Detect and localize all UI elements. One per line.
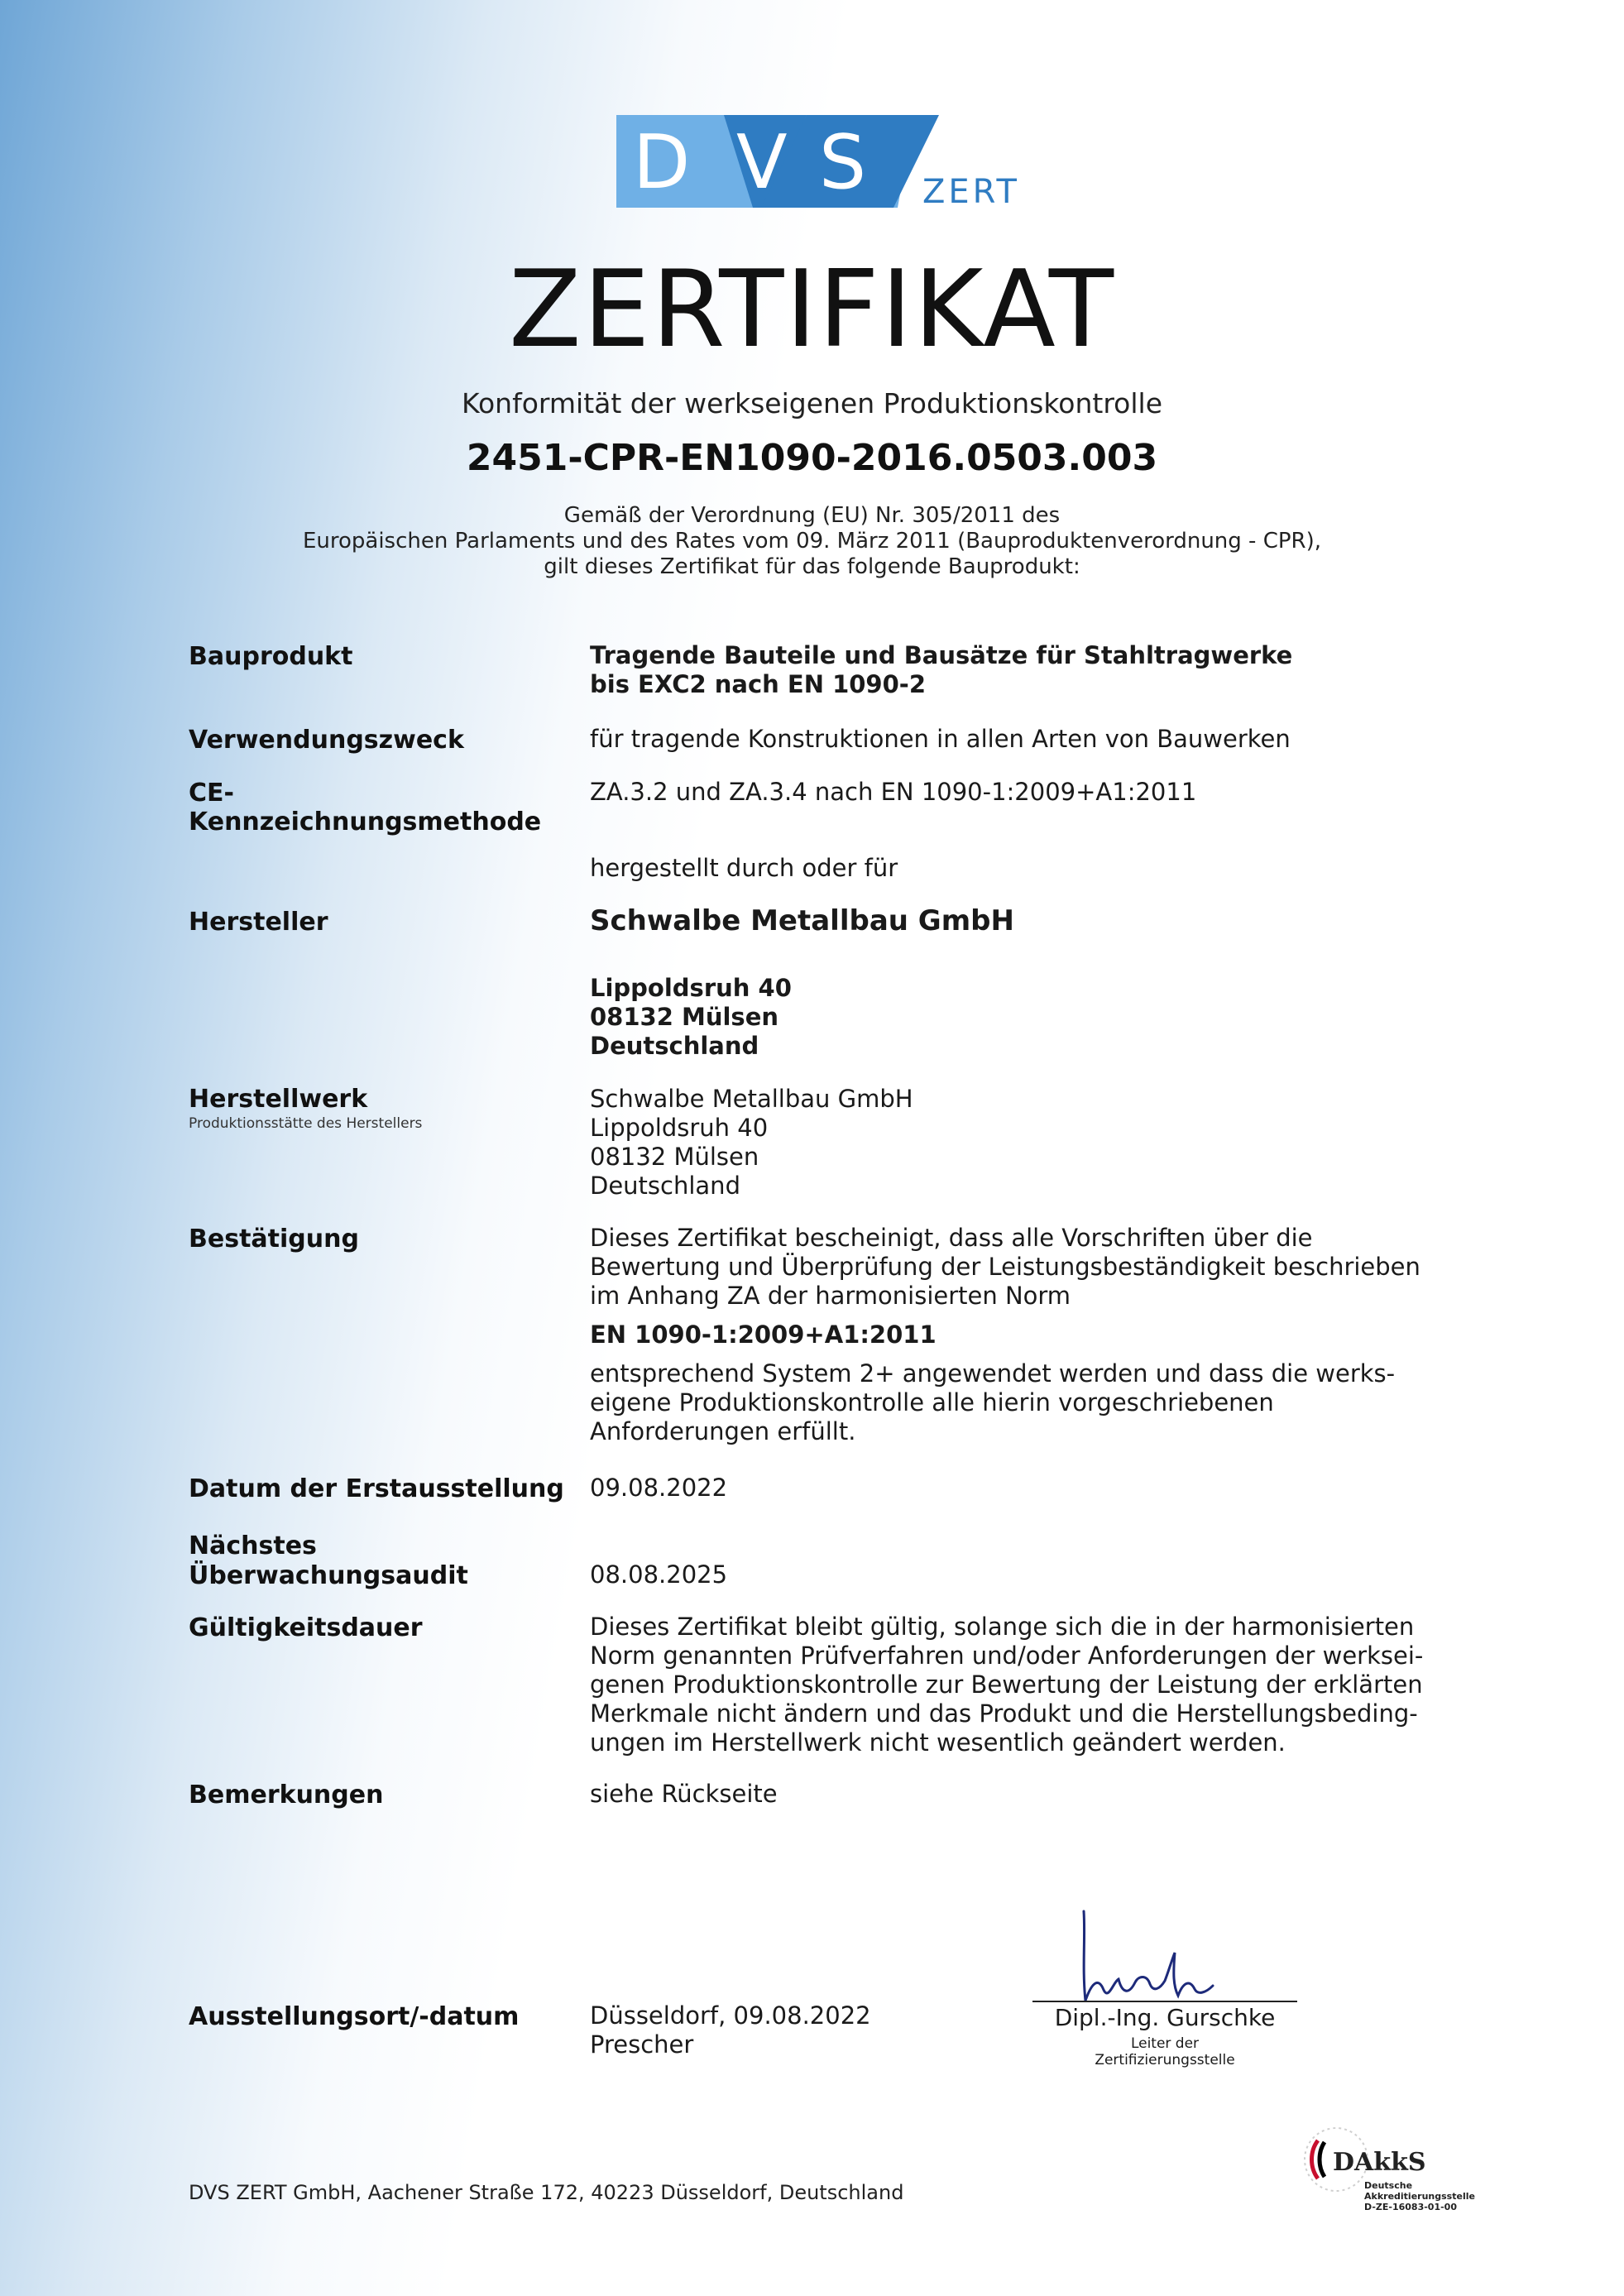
address-line: 08132 Mülsen	[590, 1003, 779, 1031]
gueltigkeitsdauer-text	[590, 1613, 1483, 1757]
certificate-number: 2451-CPR-EN1090-2016.0503.003	[466, 437, 1158, 479]
ausstellung-line: Prescher	[590, 2030, 694, 2059]
label-verwendungszweck: Verwendungszweck	[189, 726, 464, 755]
address-line: Deutschland	[590, 1032, 759, 1060]
hergestellt-durch: hergestellt durch oder für	[590, 854, 898, 882]
label-hersteller: Hersteller	[189, 908, 328, 937]
label-bauprodukt: Bauprodukt	[189, 642, 353, 671]
hersteller-name: Schwalbe Metallbau GmbH	[590, 904, 1014, 937]
bestaetigung-text	[590, 1224, 1483, 1446]
logo-letter-v: V	[736, 119, 788, 206]
bestaetigung-line: Anforderungen erfüllt.	[590, 1417, 856, 1445]
dakks-name: DAkkS	[1333, 2148, 1426, 2177]
audit-label-line: Überwachungsaudit	[189, 1561, 468, 1590]
bestaetigung-line: entsprechend System 2+ angewendet werden und dass die werks-	[590, 1359, 1396, 1388]
value-bemerkungen: siehe Rückseite	[590, 1780, 778, 1808]
hersteller-address	[590, 974, 1483, 1061]
logo-suffix: ZERT	[922, 173, 1020, 211]
label-bemerkungen: Bemerkungen	[189, 1781, 384, 1809]
gueltigkeit-line: Norm genannten Prüfverfahren und/oder Anforderungen der werksei-	[590, 1642, 1424, 1670]
gueltigkeit-line: genen Produktionskontrolle zur Bewertung der Leistung der erklärten	[590, 1670, 1423, 1699]
address-line: Lippoldsruh 40	[590, 974, 792, 1002]
dakks-accreditation-seal	[1286, 2122, 1485, 2222]
bestaetigung-line: im Anhang ZA der harmonisierten Norm	[590, 1282, 1071, 1310]
label-erstausstellung: Datum der Erstausstellung	[189, 1474, 564, 1503]
intro-line: gilt dieses Zertifikat für das folgende Bauprodukt:	[544, 554, 1080, 579]
value-verwendungszweck: für tragende Konstruktionen in allen Arten von Bauwerken	[590, 725, 1291, 753]
bestaetigung-line: eigene Produktionskontrolle alle hierin vorgeschriebenen	[590, 1388, 1274, 1416]
document-title: ZERTIFIKAT	[509, 248, 1115, 371]
address-line: Lippoldsruh 40	[590, 1114, 769, 1142]
role-line: Leiter der	[1130, 2035, 1200, 2052]
dvs-zert-logo	[616, 112, 1047, 211]
signatory-role	[1032, 2035, 1297, 2068]
herstellwerk-address	[590, 1085, 1483, 1201]
bestaetigung-line: Bewertung und Überprüfung der Leistungsbeständigkeit beschrieben	[590, 1253, 1420, 1281]
role-line: Zertifizierungsstelle	[1095, 2052, 1235, 2068]
gueltigkeit-line: Dieses Zertifikat bleibt gültig, solange sich die in der harmonisierten	[590, 1613, 1415, 1641]
value-erstausstellung: 09.08.2022	[590, 1474, 728, 1502]
label-ce-kennzeichnungsmethode: CE-Kennzeichnungsmethode	[189, 779, 542, 836]
bauprodukt-line: bis EXC2 nach EN 1090-2	[590, 670, 926, 698]
value-bauprodukt	[590, 641, 1483, 699]
footer-address: DVS ZERT GmbH, Aachener Straße 172, 40223 Düsseldorf, Deutschland	[189, 2181, 904, 2204]
bauprodukt-line: Tragende Bauteile und Bausätze für Stahltragwerke	[590, 641, 1293, 669]
label-ueberwachungsaudit	[189, 1531, 586, 1591]
document-subtitle: Konformität der werkseigenen Produktionskontrolle	[462, 387, 1162, 419]
dakks-line: Akkreditierungsstelle	[1364, 2191, 1475, 2202]
logo-letter-s: S	[819, 119, 867, 206]
intro-line: Europäischen Parlaments und des Rates vom 09. März 2011 (Bauproduktenverordnung - CPR),	[302, 529, 1322, 554]
bestaetigung-norm: EN 1090-1:2009+A1:2011	[590, 1321, 937, 1349]
address-line: Schwalbe Metallbau GmbH	[590, 1085, 913, 1113]
dakks-line: D-ZE-16083-01-00	[1364, 2202, 1457, 2212]
intro-line: Gemäß der Verordnung (EU) Nr. 305/2011 des	[563, 503, 1061, 528]
value-ce-kennzeichnungsmethode: ZA.3.2 und ZA.3.4 nach EN 1090-1:2009+A1:2011	[590, 778, 1197, 806]
gueltigkeit-line: ungen im Herstellwerk nicht wesentlich geändert werden.	[590, 1728, 1286, 1757]
address-line: Deutschland	[590, 1172, 740, 1200]
logo-letter-d: D	[633, 119, 691, 206]
signatory-name: Dipl.-Ing. Gurschke	[1054, 2004, 1276, 2031]
label-herstellwerk: Herstellwerk	[189, 1085, 368, 1114]
intro-text	[0, 503, 1624, 580]
value-ueberwachungsaudit: 08.08.2025	[590, 1560, 728, 1589]
dakks-line: Deutsche	[1364, 2180, 1413, 2191]
signature-line	[1032, 2001, 1297, 2002]
label-gueltigkeitsdauer: Gültigkeitsdauer	[189, 1613, 423, 1642]
label-ausstellungsort: Ausstellungsort/-datum	[189, 2002, 520, 2031]
sublabel-herstellwerk: Produktionsstätte des Herstellers	[189, 1115, 423, 1132]
gueltigkeit-line: Merkmale nicht ändern und das Produkt und die Herstellungsbeding-	[590, 1699, 1418, 1728]
address-line: 08132 Mülsen	[590, 1143, 759, 1171]
ausstellung-line: Düsseldorf, 09.08.2022	[590, 2001, 871, 2030]
audit-label-line: Nächstes	[189, 1531, 317, 1560]
label-bestaetigung: Bestätigung	[189, 1225, 359, 1253]
bestaetigung-line: Dieses Zertifikat bescheinigt, dass alle Vorschriften über die	[590, 1224, 1313, 1252]
handwritten-signature	[1067, 1903, 1282, 2006]
